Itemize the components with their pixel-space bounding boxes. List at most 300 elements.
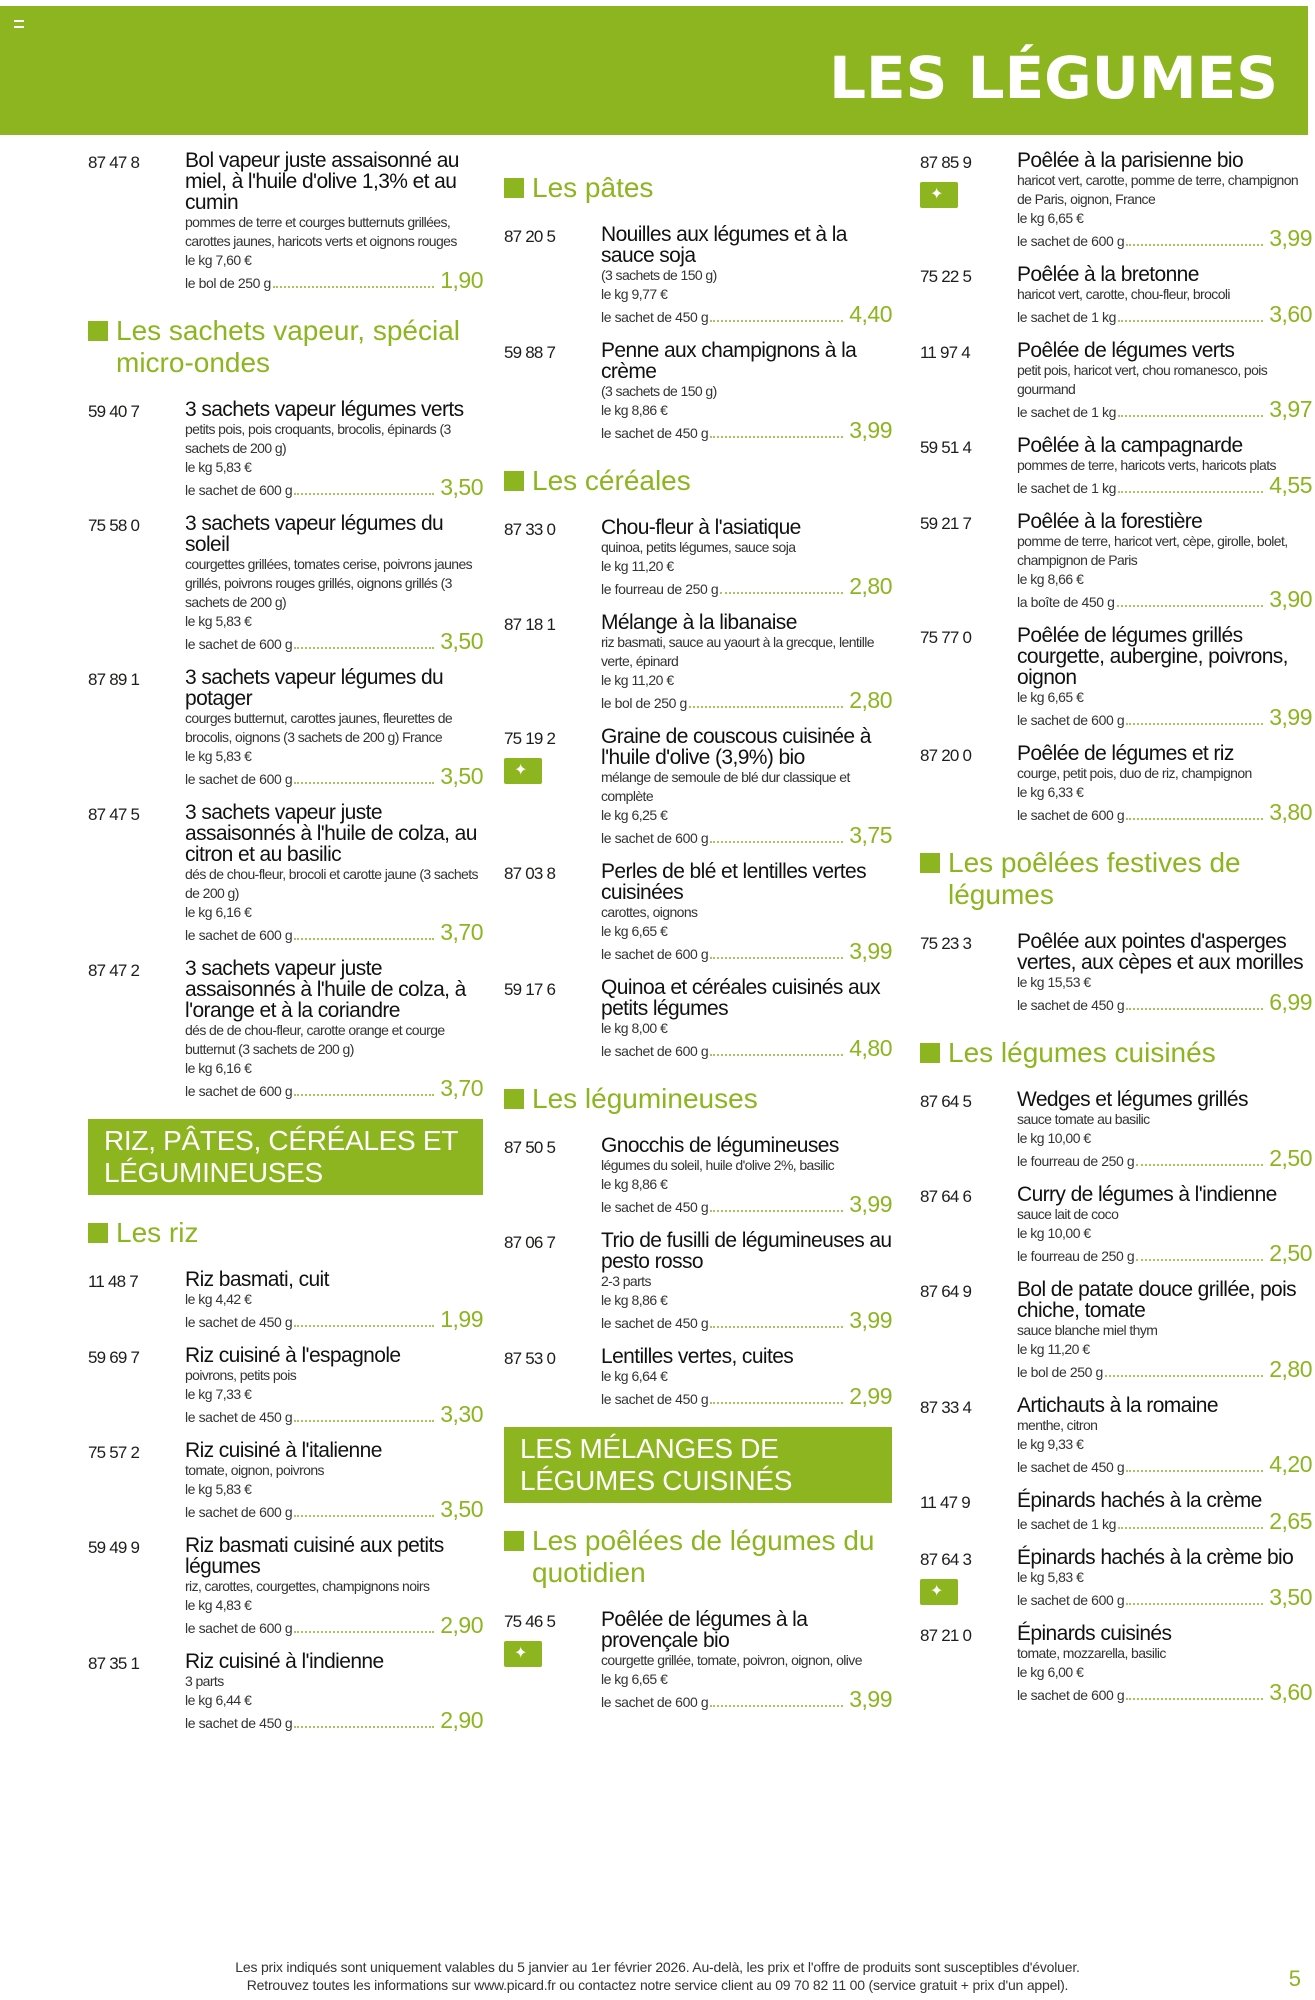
product-body	[1017, 625, 1312, 730]
product-item	[88, 1345, 483, 1427]
product-body	[1017, 1623, 1312, 1705]
product-name: Poêlée à la forestière	[1017, 510, 1203, 533]
product-detail: 2-3 parts	[601, 1273, 651, 1289]
pack-size: le bol de 250 g	[1017, 1364, 1103, 1380]
price-per-kg: le kg 5,83 €	[185, 748, 252, 764]
dot-leader	[1118, 1527, 1263, 1529]
product-price: 3,50	[440, 628, 483, 654]
product-price: 4,20	[1269, 1451, 1312, 1477]
product-body	[185, 150, 483, 293]
section-subheading	[920, 1037, 1312, 1069]
dot-leader	[1118, 320, 1263, 322]
product-detail: petits pois, pois croquants, brocolis, épinards (3 sachets de 200 g)	[185, 421, 451, 456]
product-item	[920, 1395, 1312, 1477]
product-code-wrap	[504, 612, 601, 713]
product-code-wrap	[920, 625, 1017, 730]
product-detail: courge, petit pois, duo de riz, champignon	[1017, 765, 1252, 781]
dot-leader	[1118, 491, 1263, 493]
organic-leaf-icon	[504, 1641, 542, 1667]
product-name: Poêlée de légumes à la provençale bio	[601, 1608, 808, 1652]
price-per-kg: le kg 8,86 €	[601, 402, 668, 418]
square-bullet-icon	[504, 1531, 524, 1551]
price-line	[185, 1707, 483, 1733]
product-code-wrap	[920, 931, 1017, 1015]
product-name: Poêlée de légumes et riz	[1017, 742, 1234, 765]
price-line	[1017, 225, 1312, 251]
price-per-kg: le kg 6,65 €	[1017, 210, 1084, 226]
price-line	[1017, 989, 1312, 1015]
price-per-kg: le kg 11,20 €	[601, 672, 674, 688]
product-price: 2,80	[849, 573, 892, 599]
product-code-wrap	[88, 802, 185, 945]
product-detail: carottes, oignons	[601, 904, 698, 920]
dot-leader	[294, 1094, 434, 1096]
product-name: Poêlée de légumes verts	[1017, 339, 1235, 362]
product-item	[88, 1651, 483, 1733]
product-price: 3,70	[440, 1075, 483, 1101]
product-name: Bol vapeur juste assaisonné au miel, à l'huile d'olive 1,3% et au cumin	[185, 149, 459, 214]
product-name: Épinards hachés à la crème bio	[1017, 1546, 1294, 1569]
product-price: 3,50	[1269, 1584, 1312, 1610]
price-per-kg: le kg 8,66 €	[1017, 571, 1084, 587]
product-price: 3,75	[849, 822, 892, 848]
pack-size: le sachet de 1 kg	[1017, 480, 1117, 496]
price-per-kg: le kg 6,16 €	[185, 904, 252, 920]
product-code-wrap	[920, 1184, 1017, 1266]
product-name: Trio de fusilli de légumineuses au pesto rosso	[601, 1229, 892, 1273]
product-item	[920, 931, 1312, 1015]
product-item	[920, 1623, 1312, 1705]
column-2	[504, 150, 892, 1725]
product-price: 6,99	[1269, 989, 1312, 1015]
product-name: Poêlée de légumes grillés courgette, aubergine, poivrons, oignon	[1017, 624, 1288, 689]
organic-leaf-icon	[920, 182, 958, 208]
product-item	[504, 861, 892, 964]
price-line	[1017, 472, 1312, 498]
footer-contact: Retrouvez toutes les informations sur www.picard.fr ou contactez notre service client au 09 70 82 11 00 (service gratuit + prix d'un appel).	[246, 1977, 1069, 1993]
product-price: 3,70	[440, 919, 483, 945]
product-name: Nouilles aux légumes et à la sauce soja	[601, 223, 847, 267]
price-per-kg: le kg 9,77 €	[601, 286, 668, 302]
product-item	[920, 150, 1312, 251]
price-per-kg: le kg 5,83 €	[1017, 1569, 1084, 1585]
product-body	[185, 1535, 483, 1638]
product-name: Poêlée aux pointes d'asperges vertes, aux cèpes et aux morilles	[1017, 930, 1304, 974]
pack-size: le sachet de 600 g	[601, 1694, 709, 1710]
product-item	[504, 612, 892, 713]
product-code: 87 64 9	[920, 1282, 972, 1301]
pack-size: le fourreau de 250 g	[601, 581, 719, 597]
product-body	[601, 340, 892, 443]
product-price: 3,50	[440, 763, 483, 789]
pack-size: le sachet de 1 kg	[1017, 1516, 1117, 1532]
pack-size: le sachet de 600 g	[1017, 1592, 1125, 1608]
page-header	[0, 6, 1308, 135]
product-code: 87 20 5	[504, 227, 556, 246]
product-item	[88, 150, 483, 293]
product-item	[88, 1440, 483, 1522]
product-name: Riz basmati, cuit	[185, 1268, 329, 1291]
dot-leader	[273, 286, 434, 288]
price-per-kg: le kg 6,44 €	[185, 1692, 252, 1708]
product-code: 87 03 8	[504, 864, 556, 883]
product-code: 87 18 1	[504, 615, 556, 634]
price-per-kg: le kg 4,42 €	[185, 1291, 252, 1307]
product-item	[504, 224, 892, 327]
product-name: 3 sachets vapeur légumes du soleil	[185, 512, 444, 556]
product-code: 87 47 8	[88, 153, 140, 172]
product-code: 59 69 7	[88, 1348, 140, 1367]
product-body	[185, 399, 483, 500]
product-item	[920, 1490, 1312, 1534]
price-per-kg: le kg 8,86 €	[601, 1176, 668, 1192]
product-code-wrap	[88, 1440, 185, 1522]
product-name: Penne aux champignons à la crème	[601, 339, 857, 383]
product-code-wrap	[504, 517, 601, 599]
product-body	[185, 513, 483, 654]
product-body	[185, 802, 483, 945]
product-name: Poêlée à la bretonne	[1017, 263, 1199, 286]
dot-leader	[294, 1631, 434, 1633]
product-name: Riz cuisiné à l'indienne	[185, 1650, 384, 1673]
price-line	[185, 919, 483, 945]
product-detail: tomate, oignon, poivrons	[185, 1462, 324, 1478]
dot-leader	[1126, 1008, 1263, 1010]
product-code-wrap	[504, 224, 601, 327]
product-detail: (3 sachets de 150 g)	[601, 267, 717, 283]
price-per-kg: le kg 7,33 €	[185, 1386, 252, 1402]
price-line	[185, 1496, 483, 1522]
footer	[0, 1958, 1315, 1994]
product-code: 87 33 0	[504, 520, 556, 539]
product-body	[1017, 264, 1312, 327]
product-detail: pommes de terre et courges butternuts grillées, carottes jaunes, haricots verts et oignons rouges	[185, 214, 457, 249]
product-code-wrap	[504, 977, 601, 1061]
product-price: 3,99	[849, 417, 892, 443]
product-body	[185, 1345, 483, 1427]
price-per-kg: le kg 5,83 €	[185, 459, 252, 475]
organic-leaf-icon	[504, 758, 542, 784]
product-body	[601, 1135, 892, 1217]
product-item	[504, 1346, 892, 1409]
product-body	[1017, 150, 1312, 251]
product-price: 3,60	[1269, 1679, 1312, 1705]
product-name: Perles de blé et lentilles vertes cuisinées	[601, 860, 867, 904]
product-code-wrap	[920, 511, 1017, 612]
dot-leader	[710, 1210, 843, 1212]
pack-size: le sachet de 600 g	[1017, 807, 1125, 823]
product-code-wrap	[920, 1395, 1017, 1477]
price-per-kg: le kg 6,33 €	[1017, 784, 1084, 800]
product-item	[504, 977, 892, 1061]
price-line	[601, 1191, 892, 1217]
product-item	[88, 513, 483, 654]
product-code: 87 64 5	[920, 1092, 972, 1111]
pack-size: le bol de 250 g	[601, 695, 687, 711]
pack-size: le fourreau de 250 g	[1017, 1248, 1135, 1264]
product-code-wrap	[504, 1346, 601, 1409]
product-detail: haricot vert, carotte, pomme de terre, champignon de Paris, oignon, France	[1017, 172, 1299, 207]
product-code: 59 51 4	[920, 438, 972, 457]
subheading-text: Les riz	[116, 1217, 199, 1248]
product-detail: mélange de semoule de blé dur classique et complète	[601, 769, 850, 804]
product-item	[88, 399, 483, 500]
product-item	[504, 1609, 892, 1712]
square-bullet-icon	[504, 1089, 524, 1109]
column-3	[920, 150, 1312, 1718]
dot-leader	[710, 1705, 843, 1707]
product-name: Épinards cuisinés	[1017, 1622, 1172, 1645]
price-per-kg: le kg 8,86 €	[601, 1292, 668, 1308]
product-name: Quinoa et céréales cuisinés aux petits légumes	[601, 976, 881, 1020]
price-line	[185, 628, 483, 654]
product-detail: quinoa, petits légumes, sauce soja	[601, 539, 796, 555]
price-line	[1017, 1679, 1312, 1705]
product-price: 1,90	[440, 267, 483, 293]
section-subheading	[920, 847, 1312, 911]
organic-leaf-icon	[920, 1579, 958, 1605]
product-detail: pommes de terre, haricots verts, haricots plats	[1017, 457, 1276, 473]
product-name: Riz basmati cuisiné aux petits légumes	[185, 1534, 444, 1578]
product-code: 75 46 5	[504, 1612, 556, 1631]
product-name: Poêlée à la campagnarde	[1017, 434, 1243, 457]
product-code: 87 20 0	[920, 746, 972, 765]
product-code: 87 21 0	[920, 1626, 972, 1645]
product-code: 59 49 9	[88, 1538, 140, 1557]
product-body	[1017, 1184, 1312, 1266]
product-price: 3,99	[849, 938, 892, 964]
product-item	[920, 511, 1312, 612]
price-per-kg: le kg 15,53 €	[1017, 974, 1091, 990]
product-code-wrap	[504, 861, 601, 964]
product-price: 4,55	[1269, 472, 1312, 498]
dot-leader	[1105, 1375, 1263, 1377]
pack-size: le sachet de 1 kg	[1017, 309, 1117, 325]
pack-size: le sachet de 600 g	[185, 927, 293, 943]
product-price: 2,50	[1269, 1240, 1312, 1266]
dot-leader	[294, 782, 434, 784]
product-code: 75 77 0	[920, 628, 972, 647]
menu-icon	[14, 20, 24, 28]
pack-size: le sachet de 450 g	[601, 1315, 709, 1331]
product-code: 87 06 7	[504, 1233, 556, 1252]
dot-leader	[1117, 605, 1264, 607]
product-detail: petit pois, haricot vert, chou romanesco, pois gourmand	[1017, 362, 1268, 397]
product-price: 3,97	[1269, 396, 1312, 422]
product-detail: riz, carottes, courgettes, champignons noirs	[185, 1578, 430, 1594]
product-code: 75 19 2	[504, 729, 556, 748]
product-price: 3,99	[849, 1191, 892, 1217]
section-subheading	[504, 1525, 892, 1589]
product-item	[920, 743, 1312, 825]
product-detail: sauce blanche miel thym	[1017, 1322, 1158, 1338]
subheading-text: Les poêlées festives de légumes	[948, 847, 1241, 910]
product-item	[88, 1535, 483, 1638]
product-body	[185, 1440, 483, 1522]
dot-leader	[1118, 415, 1263, 417]
product-body	[1017, 1279, 1312, 1382]
square-bullet-icon	[920, 853, 940, 873]
page-title: LES LÉGUMES	[829, 44, 1278, 112]
price-per-kg: le kg 8,00 €	[601, 1020, 668, 1036]
product-detail: dés de chou-fleur, brocoli et carotte jaune (3 sachets de 200 g)	[185, 866, 478, 901]
category-band: LES MÉLANGES DE LÉGUMES CUISINÉS	[504, 1427, 892, 1503]
product-name: Artichauts à la romaine	[1017, 1394, 1218, 1417]
price-line	[601, 573, 892, 599]
dot-leader	[689, 706, 843, 708]
product-body	[1017, 1395, 1312, 1477]
pack-size: le sachet de 600 g	[185, 482, 293, 498]
dot-leader	[720, 592, 843, 594]
price-per-kg: le kg 6,00 €	[1017, 1664, 1084, 1680]
section-subheading	[504, 465, 892, 497]
product-code: 59 40 7	[88, 402, 140, 421]
product-item	[88, 958, 483, 1101]
page-number: 5	[1288, 1966, 1301, 1991]
pack-size: le sachet de 600 g	[185, 1083, 293, 1099]
subheading-text: Les pâtes	[532, 172, 654, 203]
pack-size: le sachet de 600 g	[1017, 233, 1125, 249]
product-item	[920, 1547, 1312, 1610]
product-item	[504, 1135, 892, 1217]
product-code: 87 85 9	[920, 153, 972, 172]
product-detail: riz basmati, sauce au yaourt à la grecque, lentille verte, épinard	[601, 634, 874, 669]
product-body	[601, 517, 892, 599]
product-body	[601, 977, 892, 1061]
product-body	[601, 1609, 892, 1712]
product-body	[601, 861, 892, 964]
product-code: 11 97 4	[920, 343, 970, 362]
product-code: 87 50 5	[504, 1138, 556, 1157]
dot-leader	[1126, 1603, 1263, 1605]
product-item	[504, 340, 892, 443]
dot-leader	[1126, 723, 1263, 725]
product-item	[920, 1089, 1312, 1171]
pack-size: le sachet de 600 g	[1017, 712, 1125, 728]
product-price: 3,99	[1269, 225, 1312, 251]
product-price: 3,80	[1269, 799, 1312, 825]
product-code-wrap	[88, 1345, 185, 1427]
pack-size: le sachet de 450 g	[185, 1715, 293, 1731]
product-price: 3,60	[1269, 301, 1312, 327]
price-line	[1017, 396, 1312, 422]
price-per-kg: le kg 6,64 €	[601, 1368, 668, 1384]
product-name: 3 sachets vapeur juste assaisonnés à l'huile de colza, à l'orange et à la coriandre	[185, 957, 466, 1022]
product-detail: dés de de chou-fleur, carotte orange et courge butternut (3 sachets de 200 g)	[185, 1022, 445, 1057]
product-detail: haricot vert, carotte, chou-fleur, brocoli	[1017, 286, 1230, 302]
product-name: 3 sachets vapeur juste assaisonnés à l'huile de colza, au citron et au basilic	[185, 801, 477, 866]
product-code-wrap	[504, 1609, 601, 1712]
price-line	[1017, 799, 1312, 825]
dot-leader	[710, 1402, 843, 1404]
price-line	[601, 687, 892, 713]
product-detail: pomme de terre, haricot vert, cèpe, girolle, bolet, champignon de Paris	[1017, 533, 1288, 568]
product-detail: légumes du soleil, huile d'olive 2%, basilic	[601, 1157, 835, 1173]
square-bullet-icon	[504, 471, 524, 491]
product-body	[1017, 340, 1312, 422]
pack-size: le sachet de 450 g	[1017, 1459, 1125, 1475]
product-name: Lentilles vertes, cuites	[601, 1345, 794, 1368]
section-subheading	[88, 315, 483, 379]
dot-leader	[1126, 244, 1263, 246]
product-item	[88, 667, 483, 789]
product-code-wrap	[504, 1230, 601, 1333]
dot-leader	[710, 957, 843, 959]
product-name: Gnocchis de légumineuses	[601, 1134, 839, 1157]
product-name: Riz cuisiné à l'italienne	[185, 1439, 382, 1462]
product-code-wrap	[88, 399, 185, 500]
product-body	[601, 224, 892, 327]
price-line	[601, 822, 892, 848]
price-line	[601, 938, 892, 964]
section-subheading	[504, 172, 892, 204]
price-per-kg: le kg 11,20 €	[601, 558, 674, 574]
price-line	[185, 1075, 483, 1101]
product-price: 3,50	[440, 1496, 483, 1522]
product-code-wrap	[920, 264, 1017, 327]
dot-leader	[1136, 1164, 1263, 1166]
price-line	[1017, 704, 1312, 730]
product-code-wrap	[920, 1623, 1017, 1705]
product-price: 2,65	[1269, 1508, 1312, 1534]
price-per-kg: le kg 5,83 €	[185, 1481, 252, 1497]
product-body	[185, 1269, 483, 1332]
dot-leader	[294, 647, 434, 649]
price-line	[601, 1035, 892, 1061]
product-item	[504, 1230, 892, 1333]
product-body	[185, 1651, 483, 1733]
subheading-text: Les légumineuses	[532, 1083, 758, 1114]
pack-size: le sachet de 1 kg	[1017, 404, 1117, 420]
product-code-wrap	[504, 1135, 601, 1217]
product-price: 3,50	[440, 474, 483, 500]
product-detail: menthe, citron	[1017, 1417, 1098, 1433]
product-code: 87 64 3	[920, 1550, 972, 1569]
product-body	[1017, 435, 1312, 498]
product-item	[88, 1269, 483, 1332]
product-code-wrap	[88, 1269, 185, 1332]
product-item	[920, 435, 1312, 498]
product-code: 75 23 3	[920, 934, 972, 953]
product-price: 3,30	[440, 1401, 483, 1427]
price-line	[185, 1401, 483, 1427]
price-line	[1017, 301, 1312, 327]
product-price: 3,90	[1269, 586, 1312, 612]
price-per-kg: le kg 9,33 €	[1017, 1436, 1084, 1452]
pack-size: le sachet de 600 g	[185, 771, 293, 787]
section-subheading	[88, 1217, 483, 1249]
product-item	[920, 625, 1312, 730]
dot-leader	[1126, 818, 1263, 820]
section-subheading	[504, 1083, 892, 1115]
product-price: 1,99	[440, 1306, 483, 1332]
product-body	[1017, 1547, 1312, 1610]
price-per-kg: le kg 7,60 €	[185, 252, 252, 268]
product-body	[1017, 931, 1312, 1015]
product-code-wrap	[88, 958, 185, 1101]
product-code-wrap	[920, 1547, 1017, 1610]
product-item	[504, 517, 892, 599]
product-detail: 3 parts	[185, 1673, 224, 1689]
product-detail: courgettes grillées, tomates cerise, poivrons jaunes grillés, poivrons rouges grillés, oignons grillés (3 sachets de 200 g)	[185, 556, 473, 610]
product-item	[920, 340, 1312, 422]
pack-size: le fourreau de 250 g	[1017, 1153, 1135, 1169]
pack-size: le sachet de 450 g	[185, 1314, 293, 1330]
price-line	[185, 763, 483, 789]
dot-leader	[294, 1515, 434, 1517]
product-price: 2,80	[1269, 1356, 1312, 1382]
price-line	[185, 267, 483, 293]
